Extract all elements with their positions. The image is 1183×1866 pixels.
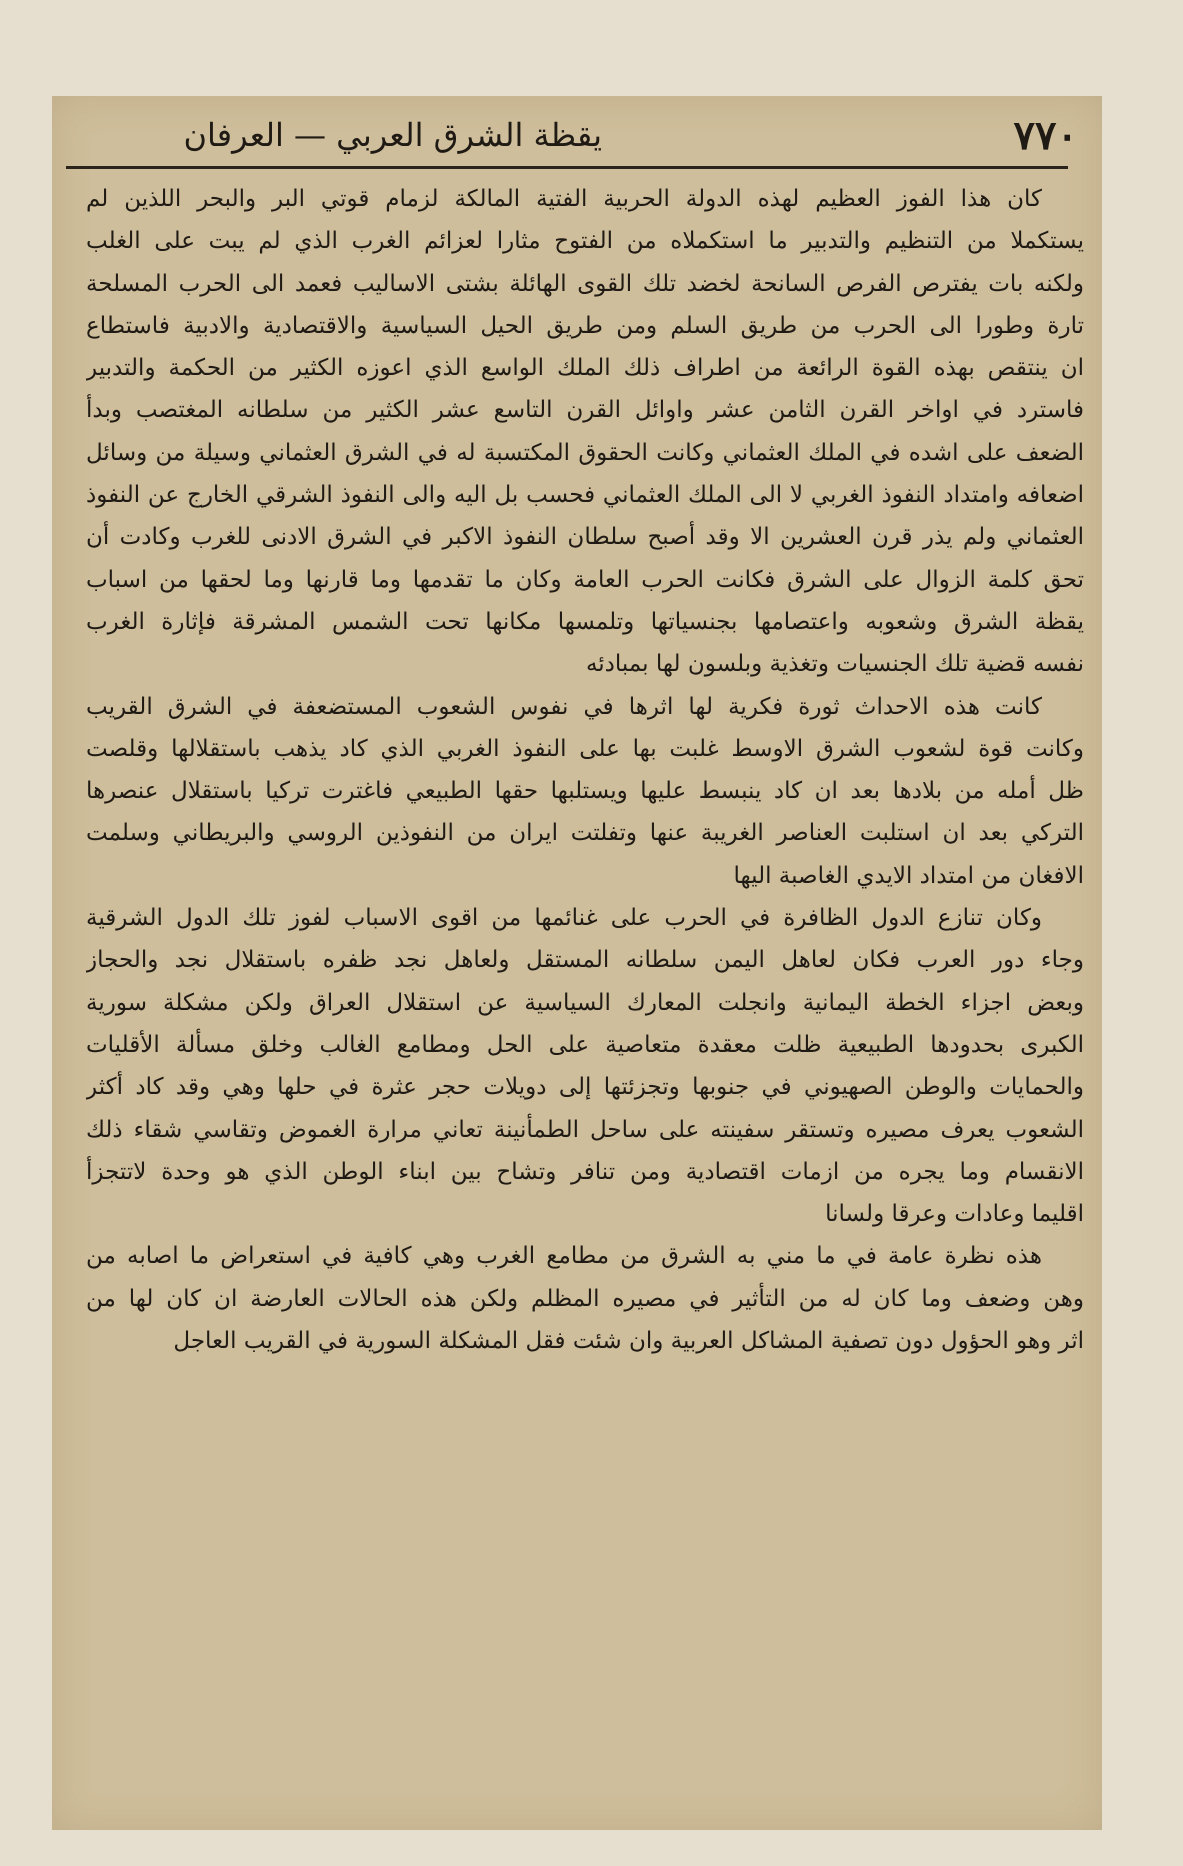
text-line: الضعف على اشده في الملك العثماني وكانت الحقوق المكتسبة له في الشرق العثماني وسيلة من وسائل [86, 439, 1084, 466]
text-line: كانت هذه الاحداث ثورة فكرية لها اثرها في نفوس الشعوب المستضعفة في الشرق القريب [86, 693, 1042, 720]
page-header [52, 102, 1102, 164]
page-number: ٧٧٠ [1013, 112, 1078, 159]
text-line: كان هذا الفوز العظيم لهذه الدولة الحربية الفتية المالكة لزمام قوتي البر والبحر اللذين لم [86, 186, 1042, 212]
text-line: الانقسام وما يجره من ازمات اقتصادية ومن تنافر وتشاح بين ابناء الوطن الذي هو وحدة لاتتجزأ [86, 1158, 1084, 1185]
text-line: الكبرى بحدودها الطبيعية ظلت معقدة متعاصية على الحل ومطامع الغالب وخلق مسألة الأقليات [86, 1031, 1084, 1058]
text-line: وجاء دور العرب فكان لعاهل اليمن سلطانه المستقل ولعاهل نجد ظفره باستقلال نجد والحجاز [86, 947, 1084, 974]
text-line: يقظة الشرق وشعوبه واعتصامها بجنسياتها وتلمسها مكانها تحت الشمس المشرقة فإثارة الغرب [86, 608, 1084, 635]
paragraph [86, 897, 1084, 1235]
paragraph [86, 178, 1084, 686]
text-line: فاسترد في اواخر القرن الثامن عشر واوائل القرن التاسع عشر الكثير من سلطانه المغتصب وبدأ [86, 397, 1084, 424]
text-line: نفسه قضية تلك الجنسيات وتغذية وبلسون لها بمبادئه [585, 651, 1084, 678]
text-line: اضعافه وامتداد النفوذ الغربي لا الى الملك العثماني فحسب بل اليه والى النفوذ الشرقي الخارج عن النفوذ [86, 482, 1084, 509]
text-line: التركي بعد ان استلبت العناصر الغريبة عنها وتفلتت ايران من النفوذين الروسي والبريطاني وسلمت [86, 820, 1084, 847]
text-line: يستكملا من التنظيم والتدبير ما استكملاه من الفتوح مثارا لعزائم الغرب الذي لم يبت على الغلب [86, 228, 1084, 255]
text-line: ان ينتقص بهذه القوة الرائعة من اطراف ذلك الملك الواسع الذي اعوزه الكثير من الحكمة والتدبير [86, 355, 1084, 382]
text-line: اقليما وعادات وعرقا ولسانا [825, 1201, 1084, 1228]
paragraph [86, 686, 1084, 897]
text-line: اثر وهو الحؤول دون تصفية المشاكل العربية وان شئت فقل المشكلة السورية في القريب العاجل [173, 1328, 1084, 1355]
article-body [86, 178, 1084, 1800]
text-line: وبعض اجزاء الخطة اليمانية وانجلت المعارك السياسية عن استقلال العراق ولكن مشكلة سورية [86, 989, 1084, 1016]
text-line: والحمايات والوطن الصهيوني في جنوبها وتجزئتها إلى دويلات حجر عثرة في حلها وهي وقد كاد أكثر [86, 1074, 1084, 1101]
text-line: الافغان من امتداد الايدي الغاصبة اليها [733, 862, 1084, 889]
text-line: تحق كلمة الزوال على الشرق فكانت الحرب العامة وكان ما تقدمها وما قارنها وما لحقها من اسباب [86, 566, 1084, 593]
text-line: وهن وضعف وما كان له من التأثير في مصيره المظلم ولكن هذه الحالات العارضة ان كان لها من [86, 1285, 1084, 1312]
header-rule [66, 166, 1068, 169]
text-line: تارة وطورا الى الحرب من طريق السلم ومن طريق الحيل السياسية والاقتصادية والادبية فاستطاع [86, 312, 1084, 339]
text-line: وكانت قوة لشعوب الشرق الاوسط غلبت بها على النفوذ الغربي الذي كاد يذهب باستقلالها وقلصت [86, 735, 1084, 762]
text-line: وكان تنازع الدول الظافرة في الحرب على غنائمها من اقوى الاسباب لفوز تلك الدول الشرقية [86, 905, 1042, 932]
text-line: ولكنه بات يفترص الفرص السانحة لخضد تلك القوى الهائلة بشتى الاساليب فعمد الى الحرب المسلحة [86, 270, 1084, 297]
text-line: الشعوب يعرف مصيره وتستقر سفينته على ساحل الطمأنينة تعاني مرارة الغموض وتقاسي شقاء ذلك [86, 1116, 1084, 1143]
text-line: هذه نظرة عامة في ما مني به الشرق من مطامع الغرب وهي كافية في استعراض ما اصابه من [86, 1243, 1042, 1270]
running-title: يقظة الشرق العربي — العرفان [183, 116, 602, 154]
text-line: ظل أمله من بلادها بعد ان كاد ينبسط عليها ويستلبها حقها الطبيعي فاغترت تركيا باستقلال عنصرها [86, 778, 1084, 805]
text-line: العثماني ولم يذر قرن العشرين الا وقد أصبح سلطان النفوذ الاكبر في الشرق الادنى للغرب وكادت أن [86, 524, 1084, 551]
paragraph [86, 1235, 1084, 1362]
book-page [52, 96, 1102, 1830]
